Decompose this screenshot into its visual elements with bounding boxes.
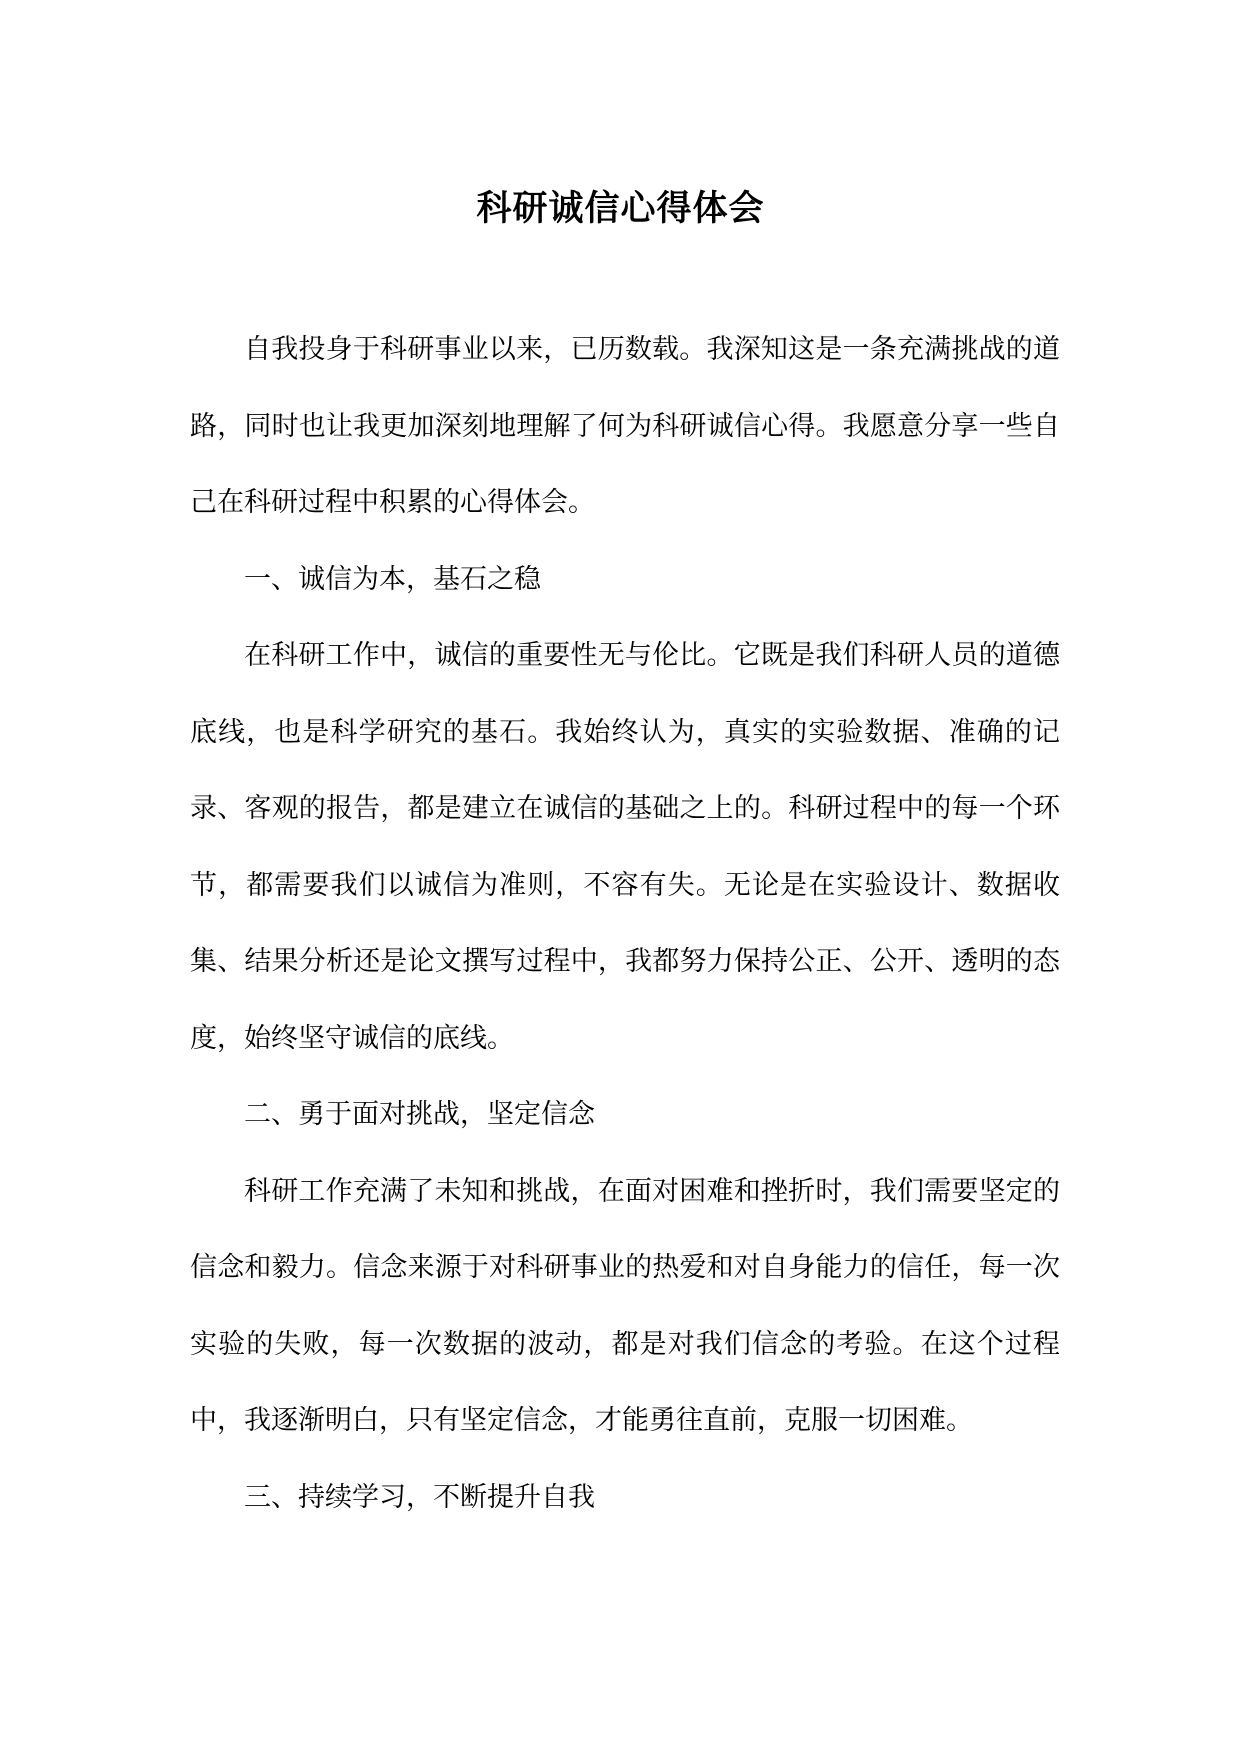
section-heading-1: 一、诚信为本，基石之稳 — [244, 563, 541, 595]
document-title: 科研诚信心得体会 — [476, 188, 765, 229]
section-1-paragraph: 在科研工作中，诚信的重要性无与伦比。它既是我们科研人员的道德底线，也是科学研究的基石。我始终认为，真实的实验数据、准确的记录、客观的报告，都是建立在诚信的基础之上的。科研过程中的每一个环节，都需要我们以诚信为准则，不容有失。无论是在实验设计、数据收集、结果分析还是论文撰写过程中，我都努力保持公正、公开、透明的态度，始终坚守诚信的底线。 — [190, 640, 1060, 1054]
document-body — [190, 312, 1060, 1536]
intro-paragraph: 自我投身于科研事业以来，已历数载。我深知这是一条充满挑战的道路，同时也让我更加深刻地理解了何为科研诚信心得。我愿意分享一些自己在科研过程中积累的心得体会。 — [190, 334, 1060, 518]
section-heading-3: 三、持续学习，不断提升自我 — [244, 1481, 595, 1513]
section-2-paragraph: 科研工作充满了未知和挑战，在面对困难和挫折时，我们需要坚定的信念和毅力。信念来源于对科研事业的热爱和对自身能力的信任，每一次实验的失败，每一次数据的波动，都是对我们信念的考验。在这个过程中，我逐渐明白，只有坚定信念，才能勇往直前，克服一切困难。 — [190, 1175, 1060, 1436]
section-heading-2: 二、勇于面对挑战，坚定信念 — [244, 1099, 595, 1130]
